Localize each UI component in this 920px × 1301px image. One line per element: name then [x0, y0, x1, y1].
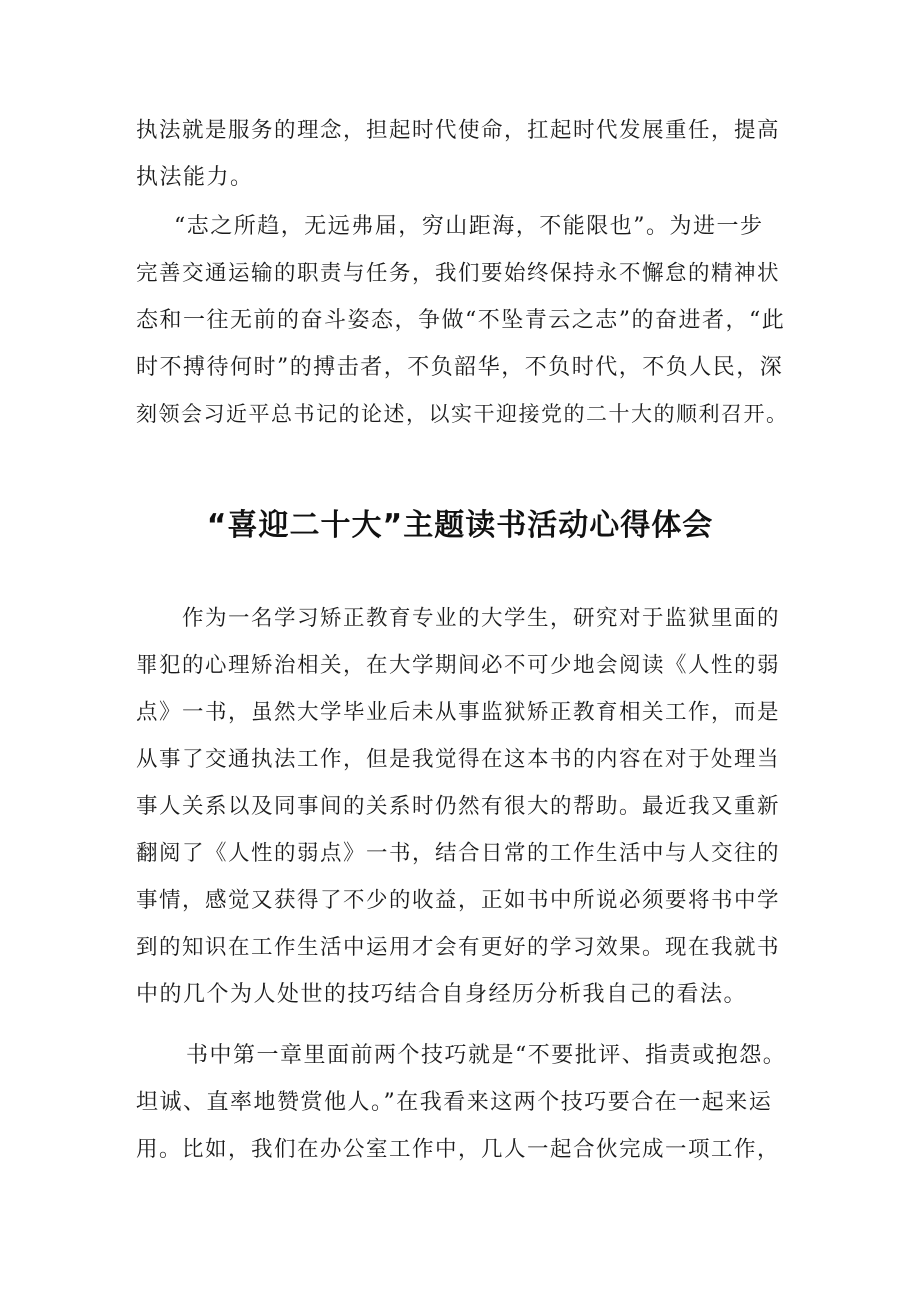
text-line: “志之所趋，无远弗届，穷山距海，不能限也”。为进一步 — [174, 214, 764, 239]
text-line: 罪犯的心理矫治相关，在大学期间必不可少地会阅读《人性的弱 — [136, 653, 781, 678]
text-line: 事人关系以及同事间的关系时仍然有很大的帮助。最近我又重新 — [136, 794, 781, 819]
text-line: 作为一名学习矫正教育专业的大学生，研究对于监狱里面的 — [182, 606, 781, 631]
paragraph-intro — [136, 595, 792, 1018]
text-line: 坦诚、直率地赞赏他人。”在我看来这两个技巧要合在一起来运 — [136, 1090, 773, 1115]
text-line: 从事了交通执法工作，但是我觉得在这本书的内容在对于处理当 — [136, 747, 781, 772]
text-line: 书中第一章里面前两个技巧就是“不要批评、指责或抱怨。 — [186, 1043, 787, 1068]
document-title: “喜迎二十大”主题读书活动心得体会 — [206, 508, 714, 543]
text-line: 执法就是服务的理念，担起时代使命，扛起时代发展重任，提高 — [136, 118, 781, 143]
paragraph-chapter-one — [136, 1032, 792, 1173]
paragraph-quote — [136, 203, 792, 438]
text-line: 刻领会习近平总书记的论述，以实干迎接党的二十大的顺利召开。 — [136, 402, 789, 426]
text-line: 执法能力。 — [136, 165, 254, 190]
text-line: 时不搏待何时”的搏击者，不负韶华，不负时代，不负人民，深 — [136, 355, 784, 380]
text-line: 态和一往无前的奋斗姿态，争做“不坠青云之志”的奋进者，“此 — [136, 308, 786, 333]
text-line: 事情，感觉又获得了不少的收益，正如书中所说必须要将书中学 — [136, 888, 781, 913]
text-line: 点》一书，虽然大学毕业后未从事监狱矫正教育相关工作，而是 — [136, 700, 781, 725]
text-line: 到的知识在工作生活中运用才会有更好的学习效果。现在我就书 — [136, 935, 781, 960]
text-line: 中的几个为人处世的技巧结合自身经历分析我自己的看法。 — [136, 982, 748, 1007]
text-line: 用。比如，我们在办公室工作中，几人一起合伙完成一项工作， — [136, 1137, 781, 1162]
text-line: 完善交通运输的职责与任务，我们要始终保持永不懈怠的精神状 — [136, 261, 781, 286]
paragraph-continuation — [136, 107, 792, 201]
text-line: 翻阅了《人性的弱点》一书，结合日常的工作生活中与人交往的 — [136, 841, 781, 866]
